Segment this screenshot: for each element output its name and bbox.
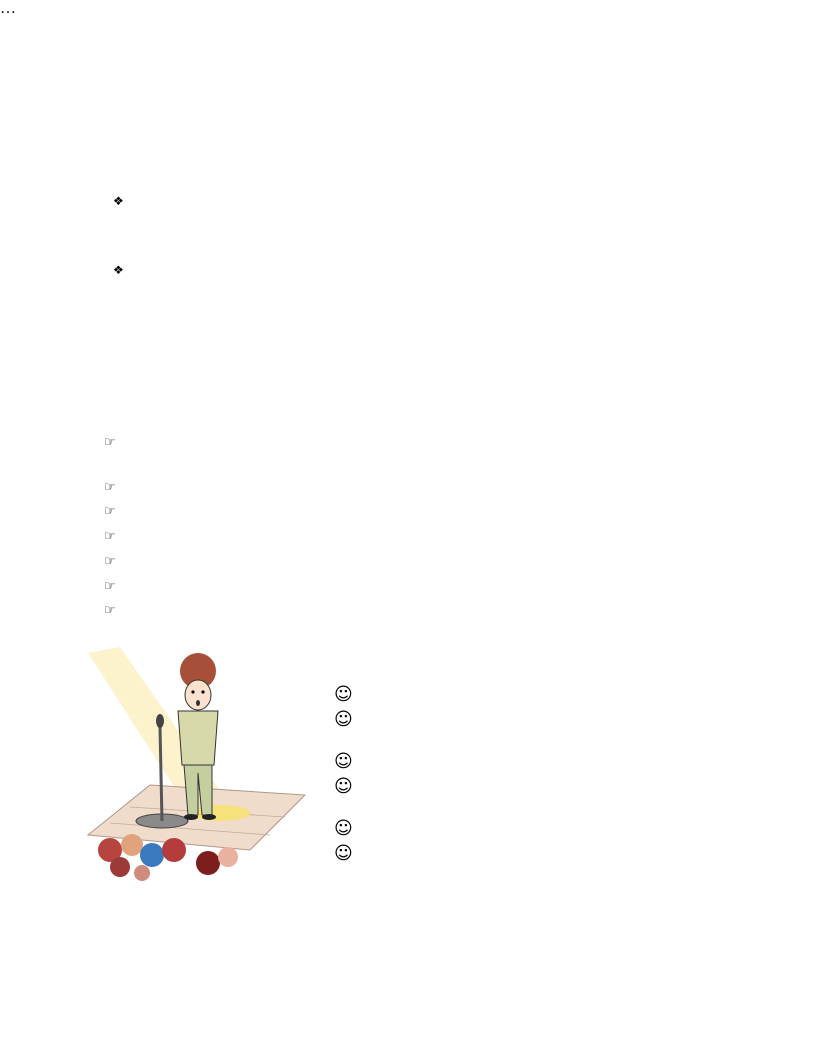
requirement-item [104,478,744,497]
objective-section [88,176,92,194]
diamond-bullet-icon: ❖ [113,194,124,208]
pointing-hand-icon: ☞ [104,435,116,450]
pointing-hand-icon: ☞ [104,480,116,495]
speaker-illustration [80,645,315,885]
requirement-item [104,552,744,571]
pointing-hand-icon: ☞ [104,579,116,594]
smiley-icon: ☺ [334,751,353,772]
worksheet-page: ❖ ❖ ☞ ☞ ☞ ☞ ☞ ☞ ☞ ☺ ☺ ☺ ☺ ☺ ☺ … [0,0,821,1062]
requirement-item [104,433,744,452]
pointing-hand-icon: ☞ [104,504,116,519]
smiley-icon: ☺ [334,818,353,839]
pointing-hand-icon: ☞ [104,554,116,569]
smiley-icon: ☺ [334,843,353,864]
smiley-icon: ☺ [334,776,353,797]
requirement-item [104,502,744,521]
length-section [88,360,92,378]
requirement-item [104,601,744,620]
requirement-item [104,527,744,546]
smiley-icon: ☺ [334,709,353,730]
pointing-hand-icon: ☞ [104,529,116,544]
pointing-hand-icon: ☞ [104,603,116,618]
smiley-icon: ☺ [334,684,353,705]
diamond-bullet-icon: ❖ [113,263,124,277]
requirement-item [104,577,744,596]
